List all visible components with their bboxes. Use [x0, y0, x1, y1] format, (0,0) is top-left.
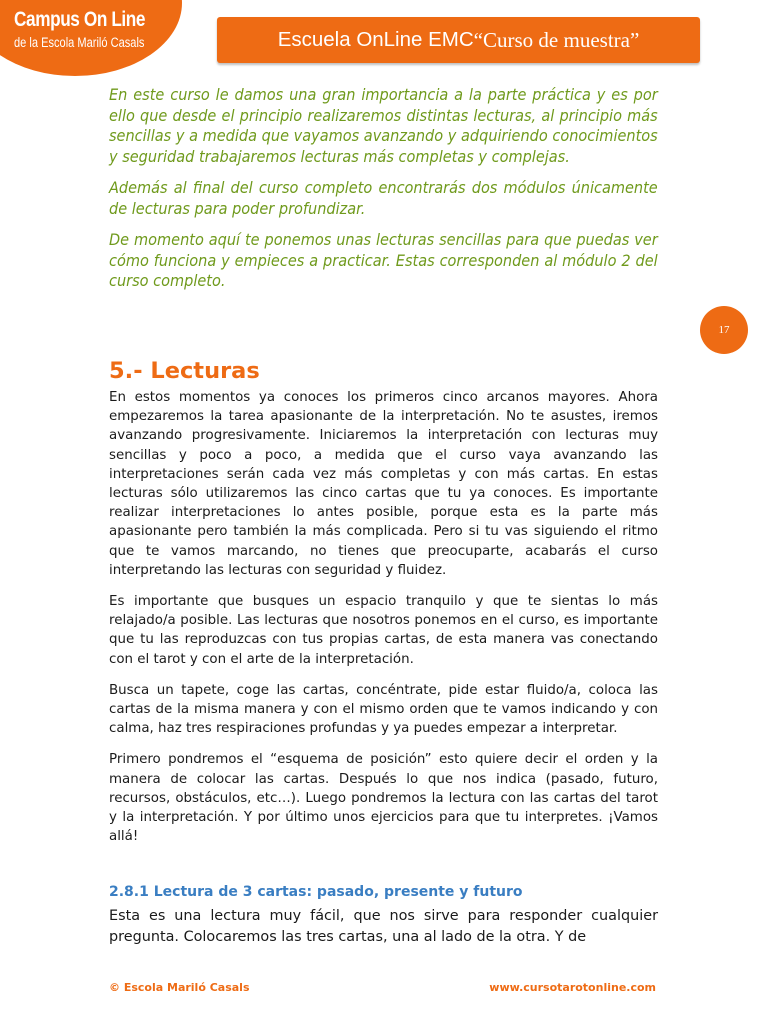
intro-text [109, 85, 658, 303]
body-paragraph: En estos momentos ya conoces los primeros cinco arcanos mayores. Ahora empezaremos la tarea apasionante de la interpretación. No te asustes, iremos avanzando progresivamente. Iniciaremos la interpretación con lecturas muy sencillas y poco a poco, a medida que el curso vaya avanzando las interpretaciones serán cada vez más completas y con más cartas. En estas lecturas sólo utilizaremos las cinco cartas que tu ya conoces. Es importante realizar interpretaciones lo antes posible, porque esta es la parte más apasionante pero también la más complicada. Pero si tu vas siguiendo el ritmo que te vamos marcando, no tienes que preocuparte, acabarás el curso interpretando las lecturas con seguridad y fluidez. [109, 390, 658, 578]
intro-paragraph: De momento aquí te ponemos unas lecturas sencillas para que puedas ver cómo funciona y empieces a practicar. Estas corresponden al módulo 2 del curso completo. [109, 231, 658, 290]
logo-subtitle: de la Escola Mariló Casals [14, 35, 145, 50]
intro-paragraph: Además al final del curso completo encontrarás dos módulos únicamente de lecturas para poder profundizar. [109, 179, 658, 218]
header-banner [217, 17, 700, 63]
section-body [109, 388, 658, 858]
body-paragraph: Primero pondremos el “esquema de posición” esto quiere decir el orden y la manera de colocar las cartas. Después lo que nos indica (pasado, futuro, recursos, obstáculos, etc…). Luego pondremos la lectura con las cartas del tarot y la interpretación. Y por último unos ejercicios para que tu interpretes. ¡Vamos allá! [109, 752, 658, 845]
logo-text [14, 8, 174, 50]
header-title-school: Escuela OnLine EMC [277, 28, 474, 51]
body-paragraph: Es importante que busques un espacio tranquilo y que te sientas lo más relajado/a posible. Las lecturas que nosotros ponemos en el curso, es importante que tu las reproduzcas con tus propias cartas, de esta manera vas conectando con el tarot y con el arte de la interpretación. [109, 594, 658, 667]
footer-copyright: © Escola Mariló Casals [109, 981, 250, 994]
logo-title: Campus On Line [14, 8, 146, 31]
footer-website-link[interactable]: www.cursotarotonline.com [489, 981, 656, 994]
body-paragraph: Busca un tapete, coge las cartas, concéntrate, pide estar fluido/a, coloca las cartas de la misma manera y con el mismo orden que te vamos indicando y con calma, haz tres respiraciones profundas y ya puedes empezar a interpretar. [109, 682, 658, 737]
header-title-course: “Curso de muestra” [473, 27, 640, 52]
page-number-badge: 17 [700, 306, 748, 354]
subsection-text: Esta es una lectura muy fácil, que nos sirve para responder cualquier pregunta. Colocaremos las tres cartas, una al lado de la otra. Y de [109, 908, 658, 945]
subsection-title: 2.8.1 Lectura de 3 cartas: pasado, presente y futuro [109, 884, 523, 900]
section-title: 5.- Lecturas [109, 358, 260, 384]
intro-paragraph: En este curso le damos una gran importancia a la parte práctica y es por ello que desde el principio realizaremos distintas lecturas, al principio más sencillas y a medida que vayamos avanzando y adquiriendo conocimientos y seguridad trabajaremos lecturas más completas y complejas. [109, 86, 658, 166]
